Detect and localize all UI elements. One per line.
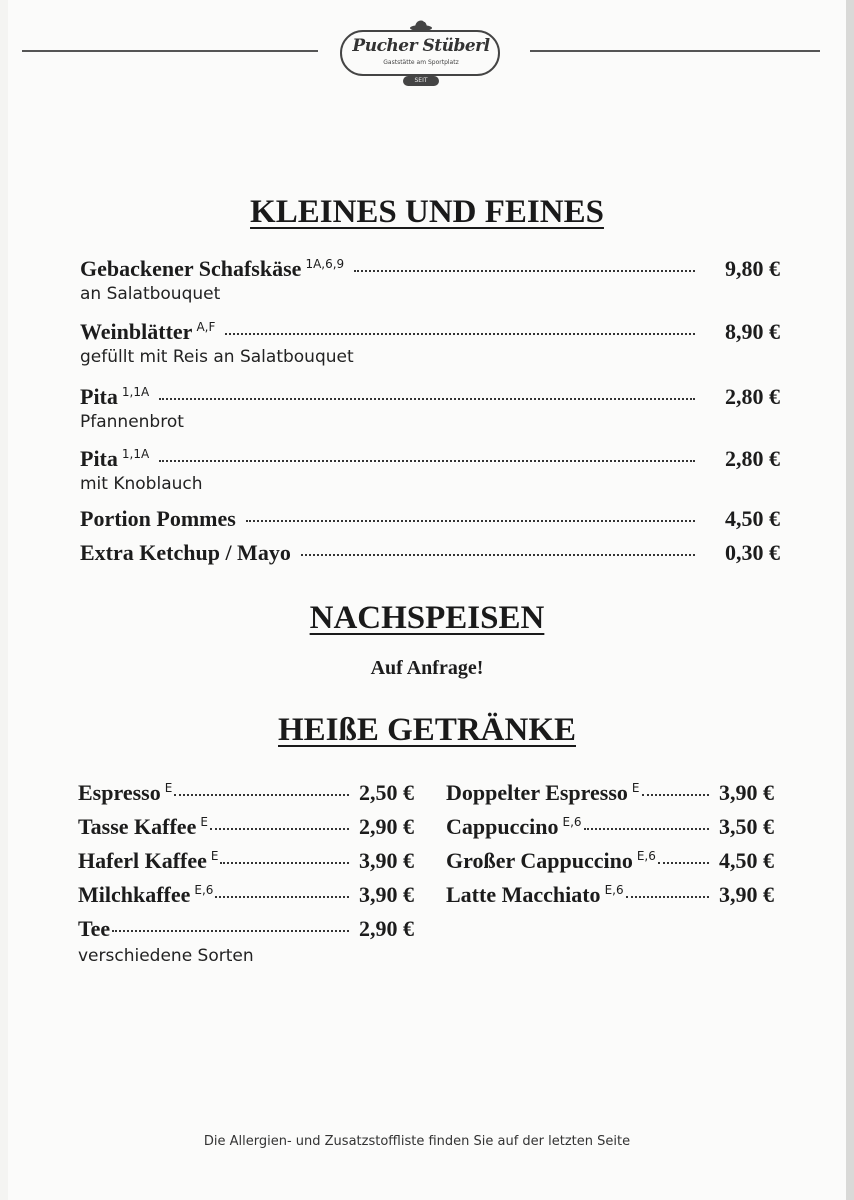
beverage-name [446, 814, 582, 840]
beverage-name-text: Haferl Kaffee [78, 848, 207, 873]
beverage-price: 2,90 € [359, 916, 414, 941]
beverage-price: 3,90 € [719, 882, 774, 907]
menu-item-description: Pfannenbrot [80, 412, 184, 432]
beverage-name-text: Latte Macchiato [446, 882, 601, 907]
beverage-name [78, 916, 110, 942]
beverage-item [446, 780, 774, 814]
section-title-nachspeisen: NACHSPEISEN [309, 600, 545, 636]
menu-item-row [80, 446, 780, 476]
menu-item-name-text: Pita [80, 384, 118, 409]
menu-item-name [80, 384, 149, 410]
menu-item-name-text: Pita [80, 446, 118, 471]
beverage-list-left [78, 780, 414, 966]
allergen-codes: 1A,6,9 [305, 257, 345, 271]
beverage-name-text: Großer Cappuccino [446, 848, 633, 873]
header-rule-right [530, 50, 820, 52]
beverage-item [446, 848, 774, 882]
menu-item-name [80, 319, 215, 345]
leader-dots [658, 862, 709, 864]
menu-item [80, 506, 780, 536]
beverage-list-right [446, 780, 774, 916]
dessert-note: Auf Anfrage! [370, 657, 484, 679]
menu-item-price: 9,80 € [725, 256, 780, 281]
menu-item-price: 8,90 € [725, 319, 780, 344]
beverage-name-text: Espresso [78, 780, 161, 805]
menu-item [80, 384, 780, 432]
menu-item-row [80, 256, 780, 286]
menu-item [80, 256, 780, 304]
leader-dots [174, 794, 349, 796]
leader-dots [159, 460, 695, 462]
leader-dots [220, 862, 349, 864]
leader-dots [626, 896, 709, 898]
beverage-name-text: Tee [78, 916, 111, 941]
allergen-codes: E,6 [604, 883, 624, 897]
menu-item-description: mit Knoblauch [80, 474, 203, 494]
menu-item-description: gefüllt mit Reis an Salatbouquet [80, 347, 354, 367]
beverage-item [78, 882, 414, 916]
leader-dots [225, 333, 695, 335]
leader-dots [246, 520, 695, 522]
beverage-price: 3,90 € [359, 882, 414, 907]
leader-dots [584, 828, 709, 830]
beverage-item [78, 916, 414, 950]
allergen-codes: 1,1A [121, 385, 150, 399]
menu-item-name-text: Portion Pommes [80, 506, 236, 531]
beverage-name [446, 882, 624, 908]
beverage-name-text: Milchkaffee [78, 882, 191, 907]
beverage-name [446, 780, 640, 806]
restaurant-logo [340, 22, 502, 90]
section-title-kleines: KLEINES UND FEINES [250, 194, 604, 230]
beverage-item [446, 882, 774, 916]
menu-item-row [80, 506, 780, 536]
menu-item [80, 540, 780, 570]
beverage-item [78, 780, 414, 814]
beverage-name [78, 882, 213, 908]
menu-item-row [80, 319, 780, 349]
menu-item-name [80, 540, 291, 566]
allergen-codes: E,6 [194, 883, 214, 897]
beverage-name [78, 814, 208, 840]
section-title-getraenke: HEIßE GETRÄNKE [278, 712, 576, 748]
beverage-description: verschiedene Sorten [78, 946, 254, 966]
beverage-price: 3,50 € [719, 814, 774, 839]
menu-item-name [80, 506, 236, 532]
beverage-name [78, 848, 218, 874]
menu-item-price: 0,30 € [725, 540, 780, 565]
allergen-codes: E [164, 781, 173, 795]
allergen-codes: E [210, 849, 219, 863]
allergen-codes: 1,1A [121, 447, 150, 461]
beverage-name [446, 848, 656, 874]
logo-est-badge: SEIT [403, 76, 439, 86]
beverage-price: 3,90 € [719, 780, 774, 805]
allergen-codes: E,6 [562, 815, 582, 829]
logo-name: Pucher Stüberl [352, 36, 490, 56]
leader-dots [354, 270, 695, 272]
menu-item-row [80, 540, 780, 570]
menu-item-description: an Salatbouquet [80, 284, 221, 304]
menu-item-name-text: Extra Ketchup / Mayo [80, 540, 291, 565]
beverage-name [78, 780, 172, 806]
menu-item-price: 4,50 € [725, 506, 780, 531]
menu-item-name [80, 256, 344, 282]
menu-item-name-text: Weinblätter [80, 319, 193, 344]
logo-subtitle: Gaststätte am Sportplatz [383, 59, 459, 66]
leader-dots [159, 398, 695, 400]
leader-dots [642, 794, 709, 796]
beverage-item [78, 848, 414, 882]
beverage-price: 4,50 € [719, 848, 774, 873]
leader-dots [215, 896, 349, 898]
leader-dots [301, 554, 695, 556]
beverage-price: 2,90 € [359, 814, 414, 839]
allergen-codes: E [631, 781, 640, 795]
allergen-footer-note: Die Allergien- und Zusatzstoffliste finden Sie auf der letzten Seite [203, 1134, 631, 1149]
menu-item-row [80, 384, 780, 414]
menu-item [80, 319, 780, 367]
beverage-item [78, 814, 414, 848]
allergen-codes: A,F [196, 320, 216, 334]
menu-item-name [80, 446, 149, 472]
beverage-name-text: Cappuccino [446, 814, 559, 839]
allergen-codes: E,6 [636, 849, 656, 863]
menu-item [80, 446, 780, 494]
leader-dots [112, 930, 349, 932]
leader-dots [210, 828, 349, 830]
beverage-name-text: Tasse Kaffee [78, 814, 197, 839]
beverage-name-text: Doppelter Espresso [446, 780, 628, 805]
allergen-codes: E [200, 815, 208, 829]
beverage-price: 3,90 € [359, 848, 414, 873]
beverage-item [446, 814, 774, 848]
menu-item-price: 2,80 € [725, 384, 780, 409]
menu-item-name-text: Gebackener Schafskäse [80, 256, 302, 281]
header-rule-left [22, 50, 318, 52]
menu-item-price: 2,80 € [725, 446, 780, 471]
beverage-price: 2,50 € [359, 780, 414, 805]
